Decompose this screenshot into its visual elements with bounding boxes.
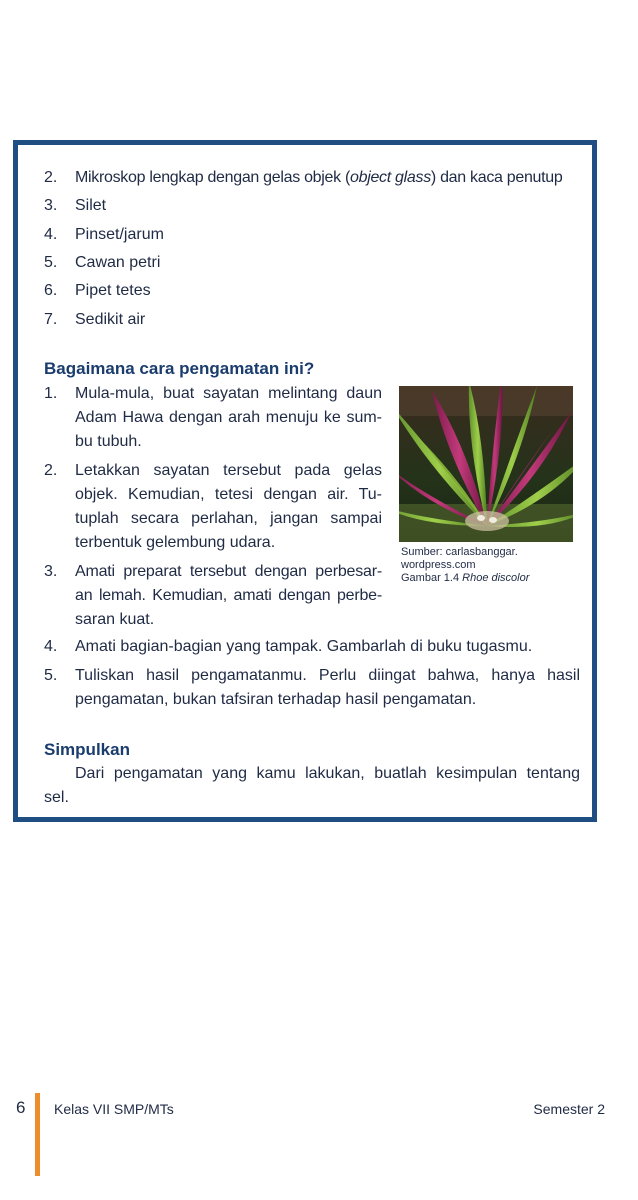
step-line: Amati bagian-bagian yang tampak. Gambarlah di buku tugasmu. [75, 638, 533, 655]
step-number: 5. [44, 667, 58, 684]
list-item: Mikroskop lengkap dengan gelas objek (object glass) dan kaca penutup [75, 169, 563, 186]
list-item: Cawan petri [75, 254, 161, 271]
step-number: 1. [44, 385, 58, 402]
list-number: 2. [44, 169, 58, 186]
page-number: 6 [16, 1098, 26, 1117]
step-line: an lemah. Kemudian, amati dengan perbe- [75, 587, 382, 604]
photo-source-line1: Sumber: carlasbanggar. [401, 546, 518, 558]
list-item: Sedikit air [75, 311, 146, 328]
footer-accent-bar [35, 1093, 40, 1176]
step-line: Adam Hawa dengan arah menuju ke sum- [75, 409, 382, 426]
footer-semester-label: Semester 2 [533, 1101, 605, 1117]
list-number: 7. [44, 311, 58, 328]
step-line: Mula-mula, buat sayatan melintang daun [75, 385, 382, 402]
step-line: bu tubuh. [75, 433, 142, 450]
step-line: saran kuat. [75, 611, 155, 628]
list-item: Pipet tetes [75, 282, 151, 299]
step-number: 2. [44, 462, 58, 479]
list-item: Silet [75, 197, 107, 214]
list-number: 3. [44, 197, 58, 214]
content-frame [13, 140, 597, 822]
list-number: 5. [44, 254, 58, 271]
step-number: 3. [44, 563, 58, 580]
list-item: Pinset/jarum [75, 226, 164, 243]
footer-class-label: Kelas VII SMP/MTs [54, 1101, 174, 1117]
photo-source-line2: wordpress.com [401, 559, 476, 571]
step-line: terbentuk gelembung udara. [75, 534, 276, 551]
step-line: Tuliskan hasil pengamatanmu. Perlu diingat bahwa, hanya hasil [75, 667, 580, 684]
step-line: objek. Kemudian, tetesi dengan air. Tu- [75, 486, 382, 503]
rhoeo-plant-photo [399, 386, 573, 542]
list-number: 6. [44, 282, 58, 299]
conclusion-text: sel. [44, 789, 69, 806]
step-line: Amati preparat tersebut dengan perbesar- [75, 563, 382, 580]
conclusion-heading: Simpulkan [44, 740, 130, 759]
step-line: Letakkan sayatan tersebut pada gelas [75, 462, 382, 479]
step-number: 4. [44, 638, 58, 655]
figure-caption: Gambar 1.4 Rhoe discolor [401, 572, 530, 584]
step-line: pengamatan, bukan tafsiran terhadap hasil pengamatan. [75, 691, 477, 708]
list-number: 4. [44, 226, 58, 243]
conclusion-text: Dari pengamatan yang kamu lakukan, buatlah kesimpulan tentang [75, 765, 580, 782]
step-line: tuplah secara perlahan, jangan sampai [75, 510, 382, 527]
procedure-heading: Bagaimana cara pengamatan ini? [44, 359, 315, 378]
